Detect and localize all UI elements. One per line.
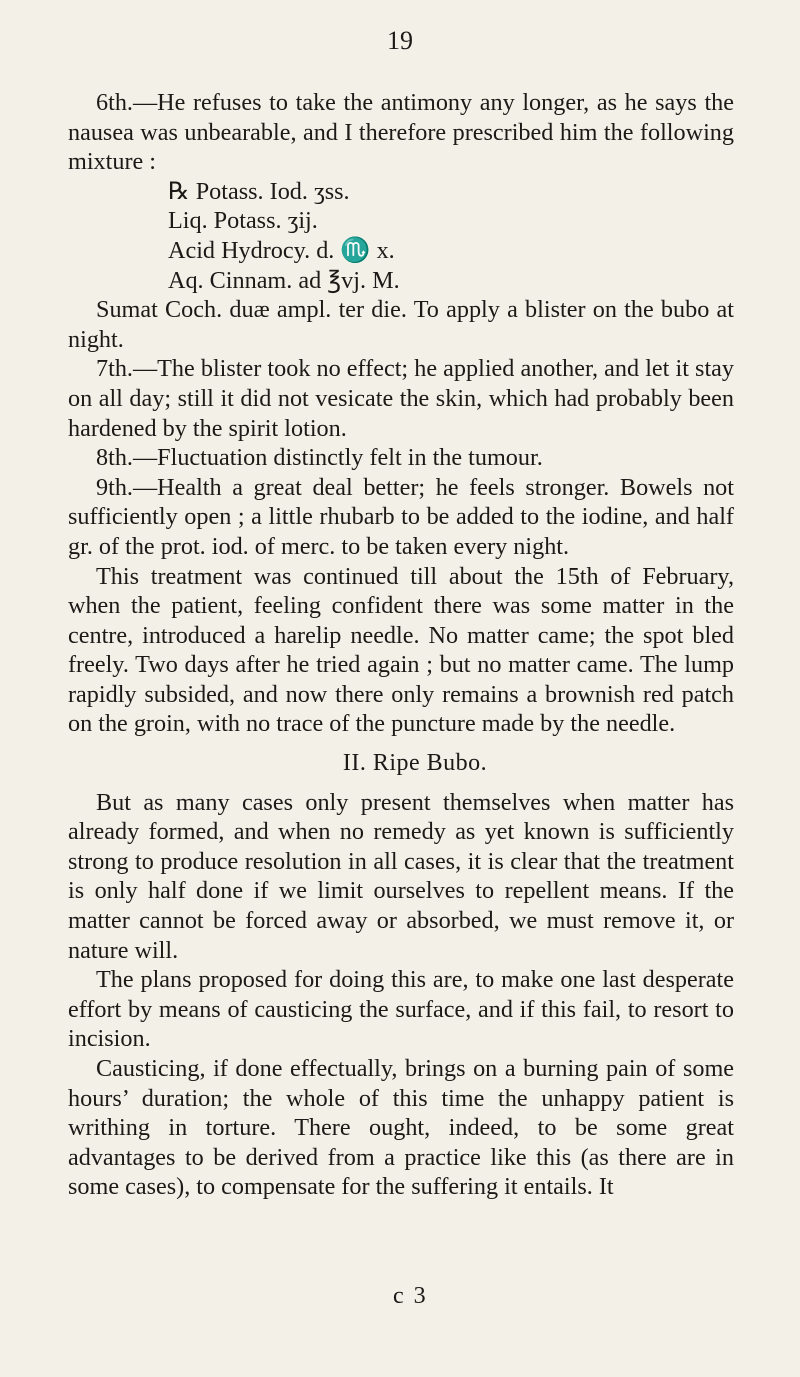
paragraph-9th: 9th.—Health a great deal better; he feels stronger. Bowels not sufficiently open ; a little rhubarb to be added to the iodine, and half gr. of the prot. iod. of merc. to be taken every night. xyxy=(68,473,734,560)
prescription xyxy=(68,177,734,295)
section-heading: II. Ripe Bubo. xyxy=(342,750,488,777)
paragraph-8th: 8th.—Fluctuation distinctly felt in the tumour. xyxy=(96,444,543,472)
paragraph-causticing: Causticing, if done effectually, brings on a burning pain of some hours’ duration; the whole of this time the unhappy patient is writhing in torture. There ought, indeed, to be some great advantages to be derived from a practice like this (as there are in some cases), to compensate for the suffering it entails. It xyxy=(68,1055,734,1201)
prescription-line: Liq. Potass. ʒij. xyxy=(168,207,318,235)
body-text xyxy=(68,88,734,1202)
page-number: 19 xyxy=(387,26,413,55)
paragraph-treatment: This treatment was continued till about the 15th of February, when the patient, feeling confident there was some matter in the centre, introduced a harelip needle. No matter came; the spot bled freely. Two days after he tried again ; but no matter came. The lump rapidly subsided, and now there only remains a brownish red patch on the groin, with no trace of the puncture made by the needle. xyxy=(68,562,734,738)
paragraph-plans: The plans proposed for doing this are, to make one last desperate effort by means of causticing the surface, and if this fail, to resort to incision. xyxy=(68,966,734,1053)
signature-mark: c 3 xyxy=(393,1283,428,1309)
paragraph-ripe-bubo: But as many cases only present themselves when matter has already formed, and when no remedy as yet known is sufficiently strong to produce resolution in all cases, it is clear that the treatment is only half done if we limit ourselves to repellent means. If the matter cannot be forced away or absorbed, we must remove it, or nature will. xyxy=(68,788,734,964)
prescription-line: Aq. Cinnam. ad ℥vj. M. xyxy=(168,266,400,294)
paragraph-7th: 7th.—The blister took no effect; he applied another, and let it stay on all day; still it did not vesicate the skin, which had probably been hardened by the spirit lotion. xyxy=(68,355,734,442)
prescription-line: Acid Hydrocy. d. ♏ x. xyxy=(168,236,395,264)
paragraph-6th: 6th.—He refuses to take the antimony any longer, as he says the nausea was unbearable, and I therefore prescribed him the following mixture : xyxy=(68,89,734,176)
prescription-line: ℞ Potass. Iod. ʒss. xyxy=(168,177,350,205)
paragraph-dosage: Sumat Coch. duæ ampl. ter die. To apply a blister on the bubo at night. xyxy=(68,296,734,353)
